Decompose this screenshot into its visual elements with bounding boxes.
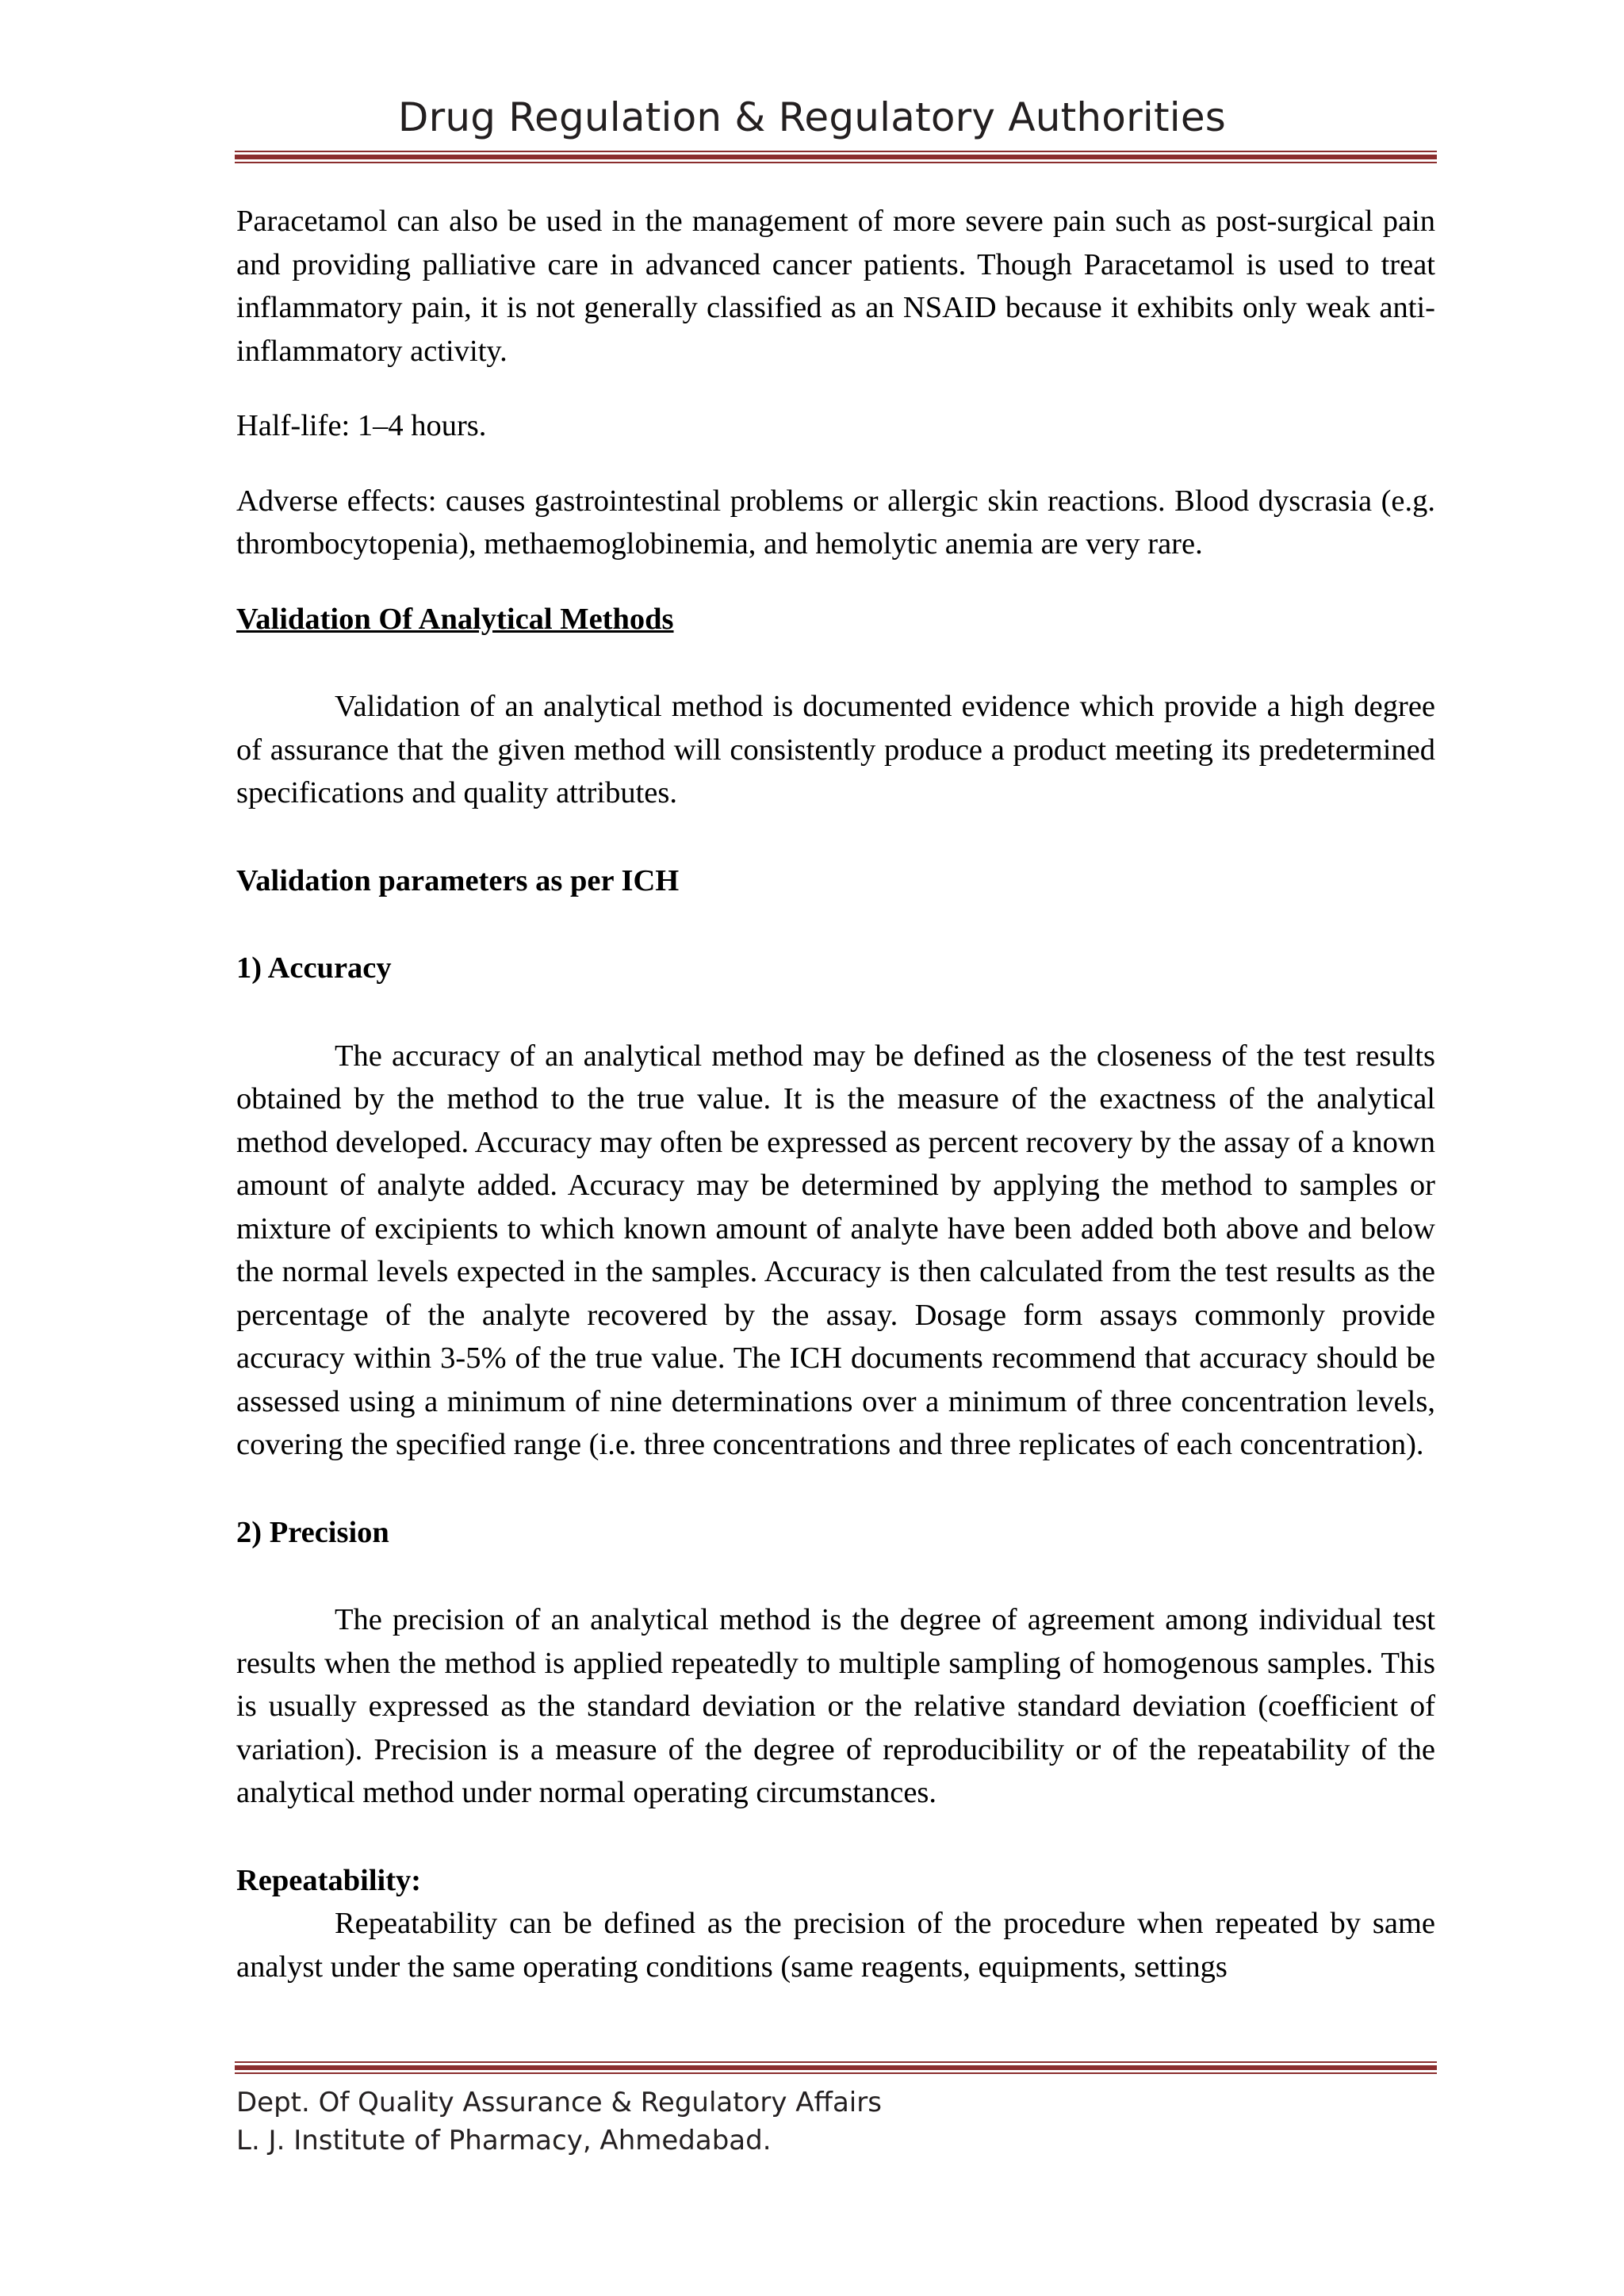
paragraph-validation: Validation of an analytical method is documented evidence which provide a high degree of assurance that the given method will consistently produce a product meeting its predetermined specifications and quality attributes. xyxy=(236,690,1435,809)
paragraph-paracetamol: Paracetamol can also be used in the management of more severe pain such as post-surgical pain and providing palliative care in advanced cancer patients. Though Paracetamol is used to treat inflammatory pain, it is not generally classified as an NSAID because it exhibits only weak anti-inflammatory activity. xyxy=(236,205,1435,368)
section-heading-precision: 2) Precision xyxy=(236,1515,389,1549)
header-title: Drug Regulation & Regulatory Authorities xyxy=(397,94,1227,140)
paragraph-precision: The precision of an analytical method is the degree of agreement among individual test results when the method is applied repeatedly to multiple sampling of homogenous samples. This is usually expressed as the standard deviation or the relative standard deviation (coefficient of variation). Precision is a measure of the degree of reproducibility or of the repeatability of the analytical method under normal operating circumstances. xyxy=(236,1603,1435,1809)
paragraph-accuracy: The accuracy of an analytical method may be defined as the closeness of the test results obtained by the method to the true value. It is the measure of the exactness of the analytical method developed. Accuracy may often be expressed as percent recovery by the assay of a known amount of analyte added. Accuracy may be determined by applying the method to samples or mixture of excipients to which known amount of analyte have been added both above and below the normal levels expected in the samples. Accuracy is then calculated from the test results as the percentage of the analyte recovered by the assay. Dosage form assays commonly provide accuracy within 3-5% of the true value. The ICH documents recommend that accuracy should be assessed using a minimum of nine determinations over a minimum of three concentration levels, covering the specified range (i.e. three concentrations and three replicates of each concentration). xyxy=(236,1039,1435,1461)
footer-institute: L. J. Institute of Pharmacy, Ahmedabad. xyxy=(236,2125,772,2156)
section-heading-accuracy: 1) Accuracy xyxy=(236,951,392,985)
paragraph-adverse-effects: Adverse effects: causes gastrointestinal problems or allergic skin reactions. Blood dyscrasia (e.g. thrombocytopenia), methaemoglobinemia, and hemolytic anemia are very rare. xyxy=(236,484,1435,561)
section-heading-parameters: Validation parameters as per ICH xyxy=(236,863,680,897)
footer-rule-bottom xyxy=(235,2072,1437,2074)
paragraph-half-life: Half-life: 1–4 hours. xyxy=(236,409,487,442)
header-rule-bottom xyxy=(235,162,1437,163)
paragraph-repeatability: Repeatability can be defined as the precision of the procedure when repeated by same analyst under the same operating conditions (same reagents, equipments, settings xyxy=(236,1907,1435,1984)
footer-department: Dept. Of Quality Assurance & Regulatory Affairs xyxy=(236,2087,882,2118)
section-heading-validation: Validation Of Analytical Methods xyxy=(236,602,674,636)
footer-rule-thick xyxy=(235,2065,1437,2070)
header-rule-top xyxy=(235,151,1437,152)
footer-rule-top xyxy=(235,2061,1437,2063)
section-heading-repeatability: Repeatability: xyxy=(236,1863,422,1897)
footer-text xyxy=(236,2084,882,2160)
page-body xyxy=(236,200,1435,1988)
header-rule-thick xyxy=(235,155,1437,159)
